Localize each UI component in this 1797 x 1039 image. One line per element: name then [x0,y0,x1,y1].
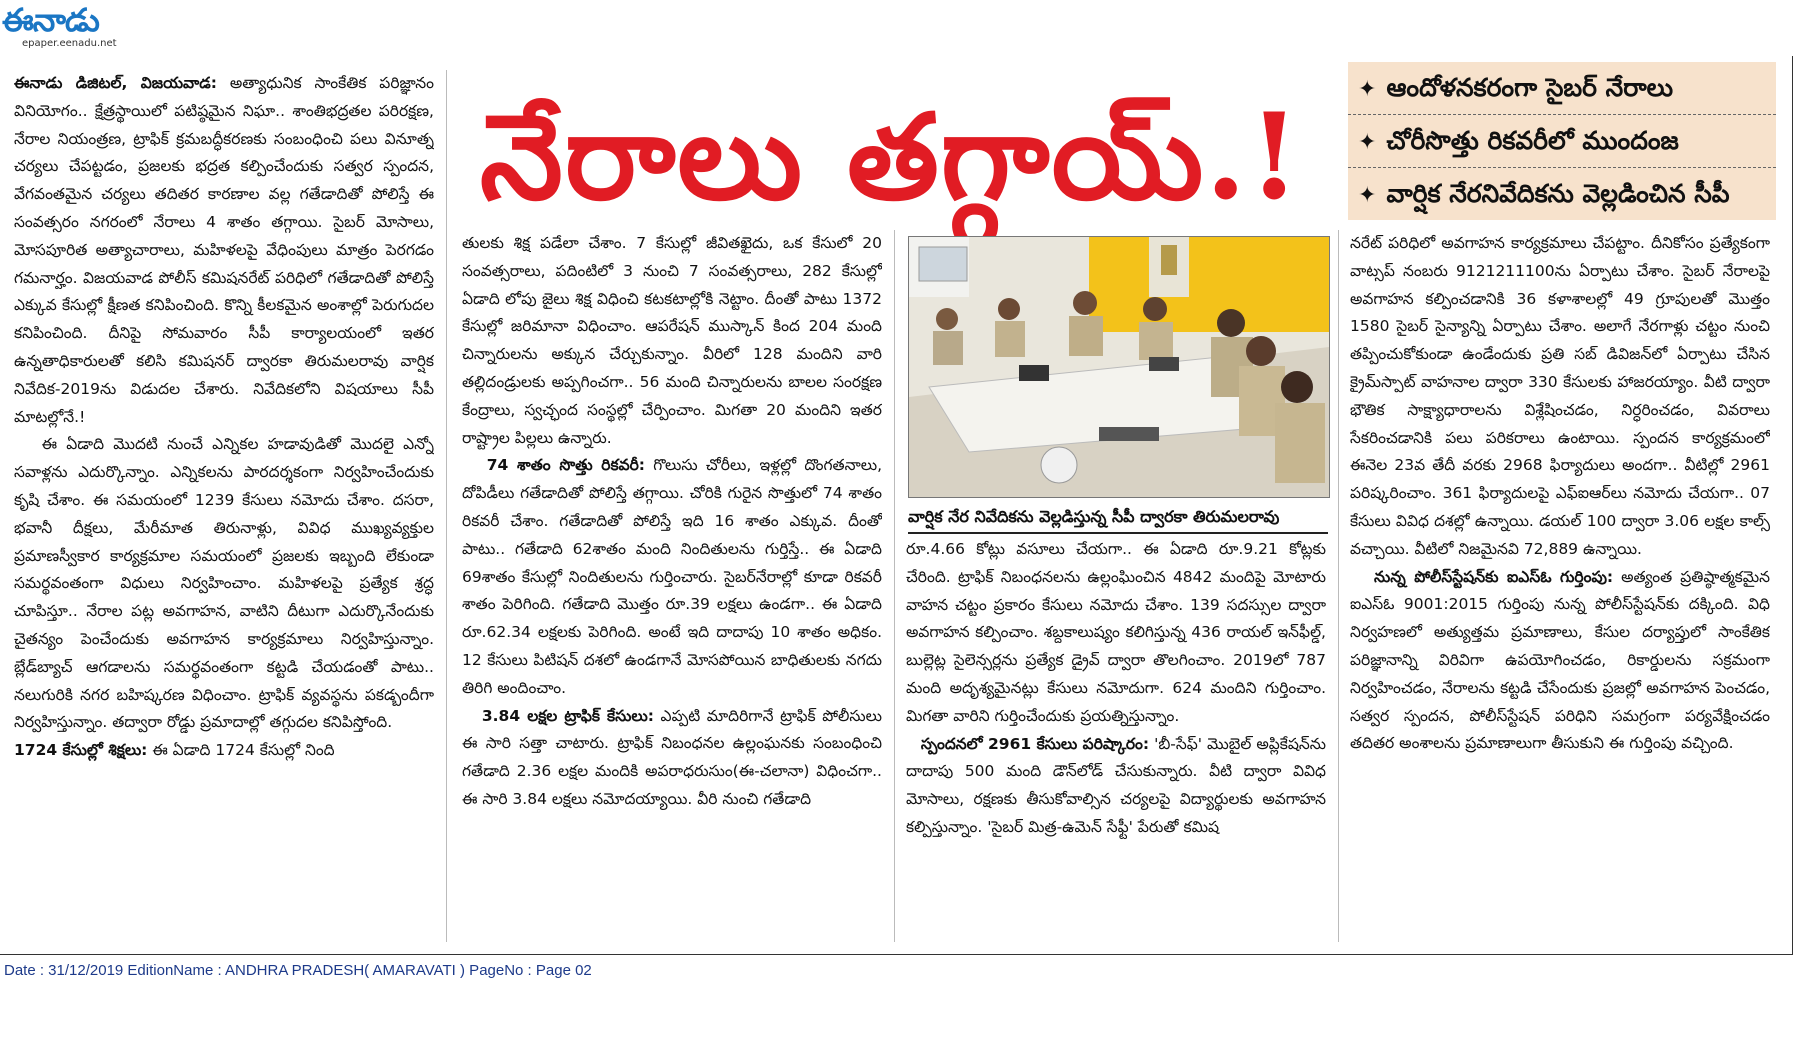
article-column-2 [462,230,882,942]
diamond-bullet-icon: ✦ [1358,77,1377,102]
edition-info: Date : 31/12/2019 EditionName : ANDHRA PRADESH( AMARAVATI ) PageNo : Page 02 [4,962,592,979]
subheading: 3.84 లక్షల ట్రాఫిక్‌ కేసులు: [481,706,654,725]
article-column-1 [14,70,434,942]
diamond-bullet-icon: ✦ [1358,130,1377,155]
headline: నేరాలు తగ్గాయ్‌.! [480,87,1303,226]
paragraph: 'బీ-సేఫ్‌' మొబైల్‌ అప్లికేషన్‌ను దాదాపు 500 మంది డౌన్‌లోడ్‌ చేసుకున్నారు. వీటి ద్వారా వివిధ మోసాలు, రక్షణకు తీసుకోవాల్సిన చర్యలపై విద్యార్థులకు అవగాహన కల్పిస్తున్నాం. 'సైబర్‌ మిత్ర-ఉమెన్‌ సేఫ్టీ' పేరుతో కమిష [906,734,1326,836]
subheading: స్పందనలో 2961 కేసులు పరిష్కారం: [920,734,1150,753]
eenadu-logo[interactable] [2,2,142,54]
dateline: ఈనాడు డిజిటల్‌, విజయవాడ: [14,74,217,92]
highlight-point: ✦ వార్షిక నేరనివేదికను వెల్లడించిన సీపీ [1358,179,1730,208]
subheading: 74 శాతం సొత్తు రికవరీ: [486,456,645,475]
paragraph: తులకు శిక్ష పడేలా చేశాం. 7 కేసుల్లో జీవితఖైదు, ఒక కేసులో 20 సంవత్సరాలు, పదింటిలో 3 నుంచి 7 సంవత్సరాలు, 282 కేసుల్లో ఏడాది లోపు జైలు శిక్ష విధించి కటకటాల్లోకి నెట్టాం. దీంతో పాటు 1372 కేసుల్లో జరిమానా విధించాం. ఆపరేషన్‌ ముస్కాన్‌ కింద 204 మంది చిన్నారులను అక్కున చేర్చుకున్నాం. వీరిలో 128 మందిని వారి తల్లిదండ్రులకు అప్పగించగా.. 56 మంది చిన్నారులను బాలల సంరక్షణ కేంద్రాలు, స్వచ్ఛంద సంస్థల్లో చేర్పించాం. మిగతా 20 మందిని ఇతర రాష్ట్రాల పిల్లలు ఉన్నారు. [462,234,882,447]
logo-wordmark: ఈనాడు [2,1,99,39]
press-meet-photo [908,236,1330,498]
highlight-point: ✦ చోరీసొత్తు రికవరీలో ముందంజ [1348,115,1776,168]
paragraph: ఎప్పటి మాదిరిగానే ట్రాఫిక్‌ పోలీసులు ఈ సారి సత్తా చాటారు. ట్రాఫిక్‌ నిబంధనల ఉల్లంఘనకు సంబంధించి గతేడాది 2.36 లక్షల మందికి అపరాధరుసుం(ఈ-చలానా) విధించగా.. ఈ సారి 3.84 లక్షలు నమోదయ్యాయి. వీరి నుంచి గతేడాది [462,706,882,808]
subheading: నున్న పోలీస్‌స్టేషన్‌కు ఐఎస్‌ఓ గుర్తింపు: [1374,567,1614,586]
paragraph: అత్యాధునిక సాంకేతిక పరిజ్ఞానం వినియోగం.. క్షేత్రస్థాయిలో పటిష్ఠమైన నిఘా.. శాంతిభద్రతల పరిరక్షణ, నేరాల నియంత్రణ, ట్రాఫిక్‌ క్రమబద్ధీకరణకు సంబంధించి పలు వినూత్న చర్యలు చేపట్టడం, ప్రజలకు భద్రత కల్పించేందుకు సత్వర స్పందన, వేగవంతమైన చర్యలు తదితర కారణాల వల్ల గతేడాదితో పోలిస్తే ఈ సంవత్సరం నగరంలో నేరాలు 4 శాతం తగ్గాయి. సైబర్‌ మోసాలు, మోసపూరిత అత్యాచారాలు, మహిళలపై వేధింపులు మాత్రం పెరగడం గమనార్హం. విజయవాడ పోలీస్‌ కమిషనరేట్‌ పరిధిలో గతేడాదితో పోలిస్తే ఎక్కువ కేసుల్లో క్షీణత కనిపించింది. కొన్ని కీలకమైన అంశాల్లో పెరుగుదల కనిపించింది. దీనిపై సోమవారం సీపీ కార్యాలయంలో ఇతర ఉన్నతాధికారులతో కలిసి కమిషనర్‌ ద్వారకా తిరుమలరావు వార్షిక నివేదిక-2019ను విడుదల చేశారు. నివేదికలోని విషయాలు సీపీ మాటల్లోనే.! [14,74,434,426]
paragraph: ఈ ఏడాది 1724 కేసుల్లో నింది [152,741,335,760]
column-divider [1338,230,1339,942]
paragraph: ఈ ఏడాది మొదటి నుంచే ఎన్నికల హడావుడితో మొదలై ఎన్నో సవాళ్లను ఎదుర్కొన్నాం. ఎన్నికలను పారదర్శకంగా నిర్వహించేందుకు కృషి చేశాం. ఈ సమయంలో 1239 కేసులు నమోదు చేశాం. దసరా, భవానీ దీక్షలు, మేరీమాత తిరునాళ్లు, వివిధ ముఖ్యవ్యక్తుల ప్రమాణస్వీకార కార్యక్రమాల సమయంలో ప్రజలకు ఇబ్బంది లేకుండా సమర్థవంతంగా విధులు నిర్వహించాం. మహిళలపై ప్రత్యేక శ్రద్ధ చూపిస్తూ.. నేరాల పట్ల అవగాహన, వాటిని దీటుగా ఎదుర్కొనేందుకు చైతన్యం పెంచేందుకు అవగాహన కార్యక్రమాలు నిర్వహిస్తున్నాం. బ్లేడ్‌బ్యాచ్‌ ఆగడాలను సమర్థవంతంగా కట్టడి చేయడంతో పాటు.. నలుగురికి నగర బహిష్కరణ విధించాం. ట్రాఫిక్‌ వ్యవస్థను పకడ్బందీగా నిర్వహిస్తున్నాం. తద్వారా రోడ్డు ప్రమాదాల్లో తగ్గుదల కనిపిస్తోంది. [14,435,434,732]
diamond-bullet-icon: ✦ [1358,183,1377,208]
paragraph: గొలుసు చోరీలు, ఇళ్లల్లో దొంగతనాలు, దోపిడీలు గతేడాదితో పోలిస్తే తగ్గాయి. చోరికి గురైన సొత్తులో 74 శాతం రికవరీ చేశాం. గతేడాదితో పోలిస్తే ఇది 16 శాతం ఎక్కువ. దీంతో పాటు.. గతేడాది 62శాతం మంది నిందితులను గుర్తిస్తే.. ఈ ఏడాది 69శాతం కేసుల్లో నిందితులను గుర్తించారు. సైబర్‌నేరాల్లో కూడా రికవరీ శాతం పెరిగింది. గతేడాది మొత్తం రూ.39 లక్షలు ఉండగా.. ఈ ఏడాది రూ.62.34 లక్షలకు పెరిగింది. అంటే ఇది దాదాపు 10 శాతం అధికం. 12 కేసులు పిటిషన్‌ దశలో ఉండగానే మోసపోయిన బాధితులకు నగదు తిరిగి అందించాం. [462,456,882,697]
column-divider [446,70,447,942]
column-divider [894,230,895,942]
paragraph: రూ.4.66 కోట్లు వసూలు చేయగా.. ఈ ఏడాది రూ.9.21 కోట్లకు చేరింది. ట్రాఫిక్‌ నిబంధనలను ఉల్లంఘించిన 4842 మందిపై మోటారు వాహన చట్టం ప్రకారం కేసులు నమోదు చేశాం. 139 సదస్సుల ద్వారా అవగాహన కల్పించాం. శబ్దకాలుష్యం కలిగిస్తున్న 436 రాయల్‌ ఇన్‌ఫీల్డ్‌, బుల్లెట్ల సైలెన్సర్లను ప్రత్యేక డ్రైవ్‌ ద్వారా తొలగించాం. 2019లో 787 మంది అదృశ్యమైనట్లు కేసులు నమోదుగా. 624 మందిని గుర్తించాం. మిగతా వారిని గుర్తించేందుకు ప్రయత్నిస్తున్నాం. [906,540,1326,725]
paragraph: అత్యంత ప్రతిష్ఠాత్మకమైన ఐఎస్‌ఓ 9001:2015 గుర్తింపు నున్న పోలీస్‌స్టేషన్‌కు దక్కింది. విధి నిర్వహణలో అత్యుత్తమ ప్రమాణాలు, కేసుల దర్యాప్తులో సాంకేతిక పరిజ్ఞానాన్ని విరివిగా ఉపయోగించడం, రికార్డులను సక్రమంగా నిర్వహించడం, నేరాలను కట్టడి చేసేందుకు ప్రజల్లో అవగాహన పెంచడం, సత్వర స్పందన, పోలీస్‌స్టేషన్‌ పరిధిని సమగ్రంగా పర్యవేక్షించడం తదితర అంశాలను ప్రమాణాలుగా తీసుకుని ఈ గుర్తింపు వచ్చింది. [1350,567,1770,753]
site-url: epaper.eenadu.net [22,38,117,49]
highlight-box [1348,62,1776,220]
article-column-3 [906,536,1326,942]
paragraph: నరేట్‌ పరిధిలో అవగాహన కార్యక్రమాలు చేపట్టాం. దీనికోసం ప్రత్యేకంగా వాట్సప్‌ నంబరు 9121211100ను ఏర్పాటు చేశాం. సైబర్‌ నేరాలపై అవగాహన కల్పించడానికి 36 కళాశాలల్లో 49 గ్రూపులతో మొత్తం 1580 సైబర్‌ సైన్యాన్ని ఏర్పాటు చేశాం. అలాగే నేరగాళ్లు చట్టం నుంచి తప్పించుకోకుండా ఉండేందుకు ప్రతి సబ్‌ డివిజన్‌లో ఏర్పాటు చేసిన క్రైమ్‌స్పాట్‌ వాహనాల ద్వారా 330 కేసులకు హాజరయ్యాం. వీటి ద్వారా భౌతిక సాక్ష్యాధారాలను విశ్లేషించడం, నిర్ధరించడం, వివరాలు సేకరించడానికి పలు పరికరాలు ఉంటాయి. స్పందన కార్యక్రమంలో ఈనెల 23వ తేదీ వరకు 2968 ఫిర్యాదులు అందగా.. వీటిల్లో 2961 పరిష్కరించాం. 361 ఫిర్యాదులపై ఎఫ్‌ఐఆర్‌లు నమోదు చేయగా.. 07 కేసులు వివిధ దశల్లో ఉన్నాయి. డయల్‌ 100 ద్వారా 3.06 లక్షల కాల్స్‌ వచ్చాయి. వీటిలో నిజమైనవి 72,889 ఉన్నాయి. [1350,234,1770,558]
article-column-4 [1350,230,1770,942]
highlight-point: ✦ ఆందోళనకరంగా సైబర్‌ నేరాలు [1348,62,1776,115]
subheading: 1724 కేసుల్లో శిక్షలు: [14,741,148,760]
photo-caption: వార్షిక నేర నివేదికను వెల్లడిస్తున్న సీపీ ద్వారకా తిరుమలరావు [908,502,1328,534]
